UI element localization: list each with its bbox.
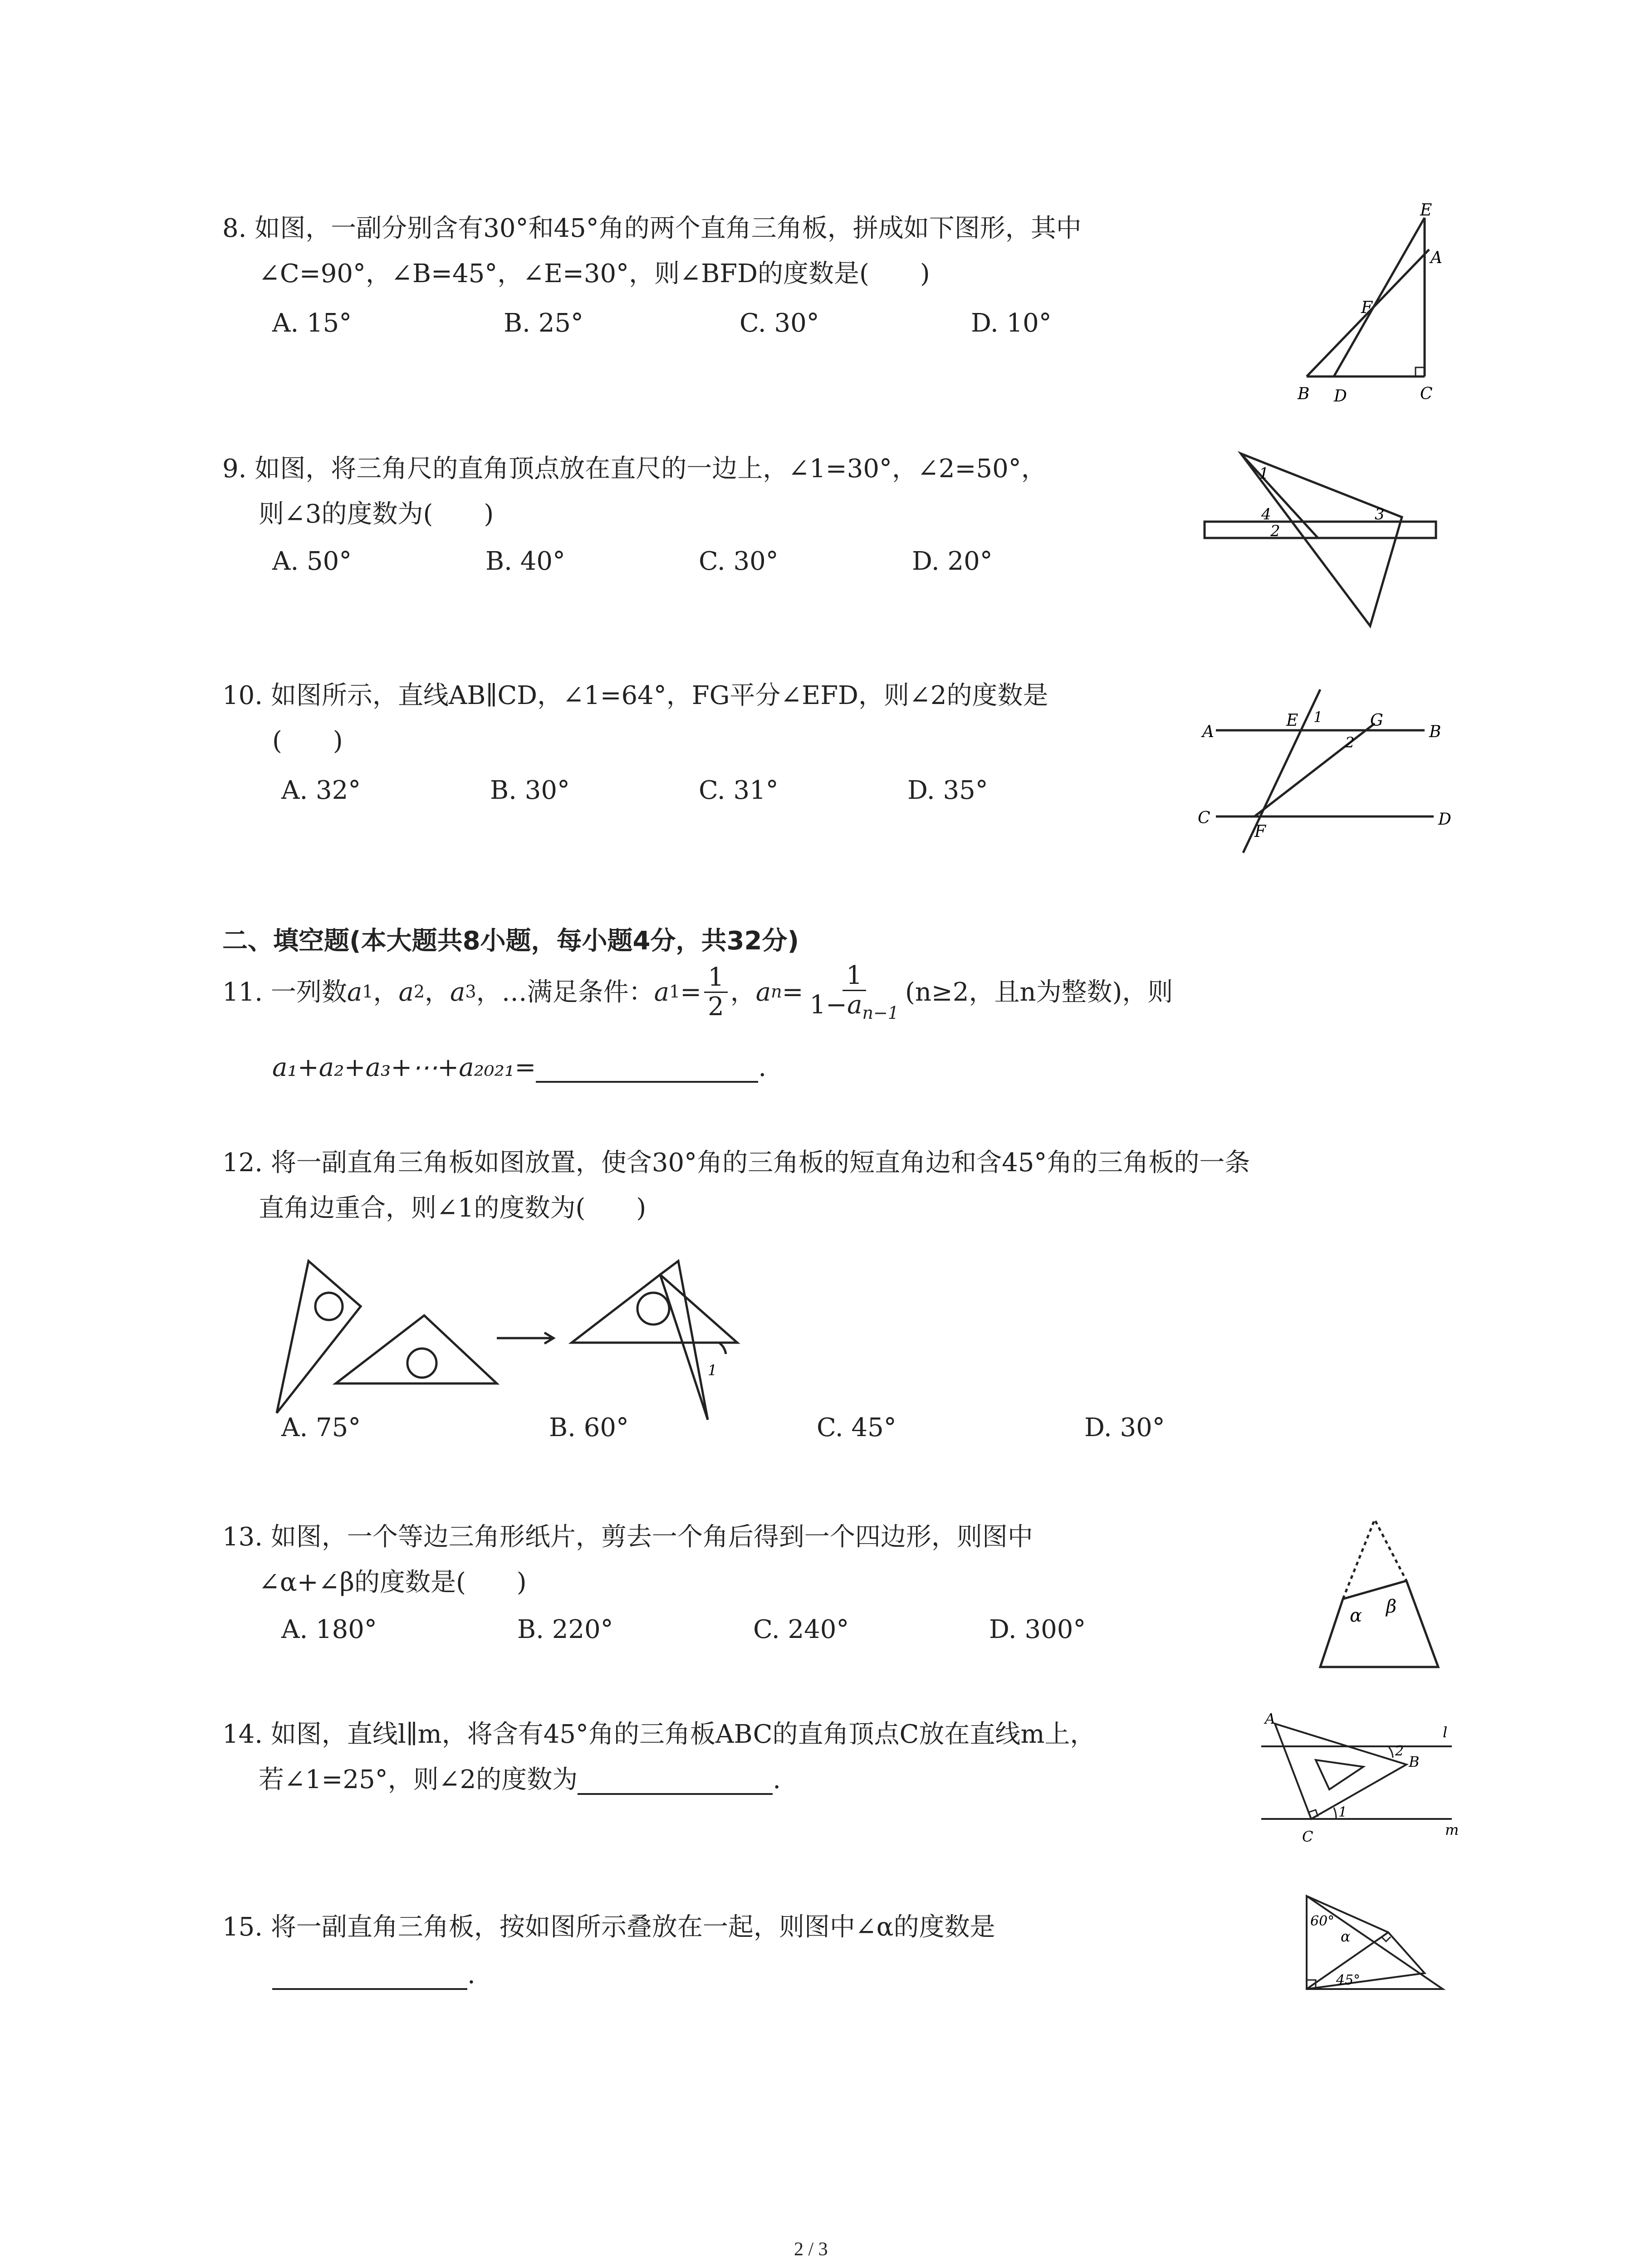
q9-label-1: 1 — [1259, 464, 1269, 483]
q12-option-b: B. 60° — [549, 1413, 629, 1442]
q14-question: 若∠1=25°，则∠2的度数为 — [259, 1765, 578, 1794]
page-number: 2 / 3 — [794, 2239, 828, 2260]
q14-label-2: 2 — [1395, 1743, 1404, 1759]
q10-label-g: G — [1370, 711, 1383, 730]
q11-prefix: 11. 一列数 — [222, 977, 347, 1007]
q11-an: a — [755, 977, 771, 1007]
q15-line1: 15. 将一副直角三角板，按如图所示叠放在一起，则图中∠α的度数是 — [222, 1912, 995, 1942]
q13-option-a: A. 180° — [281, 1615, 377, 1644]
q9-figure — [1198, 440, 1447, 635]
q15-label-45: 45° — [1336, 1972, 1361, 1988]
q9-ruler — [1205, 522, 1436, 538]
q10-label-f: F — [1254, 822, 1266, 841]
q12-triangle-30 — [277, 1261, 361, 1413]
section-title: 二、填空题(本大题共8小题，每小题4分，共32分) — [222, 926, 799, 956]
q11-frac2-den-sub: n−1 — [862, 1002, 899, 1023]
q10-label-e: E — [1286, 711, 1298, 730]
q9-label-2: 2 — [1270, 522, 1280, 540]
q8-label-f: F — [1361, 298, 1372, 317]
q9-line2: 则∠3的度数为( ) — [259, 499, 494, 529]
q8-line1: 8. 如图，一副分别含有30°和45°角的两个直角三角板，拼成如下图形，其中 — [222, 214, 1082, 243]
q11-mid: ，…满足条件： — [476, 977, 654, 1007]
q15-figure — [1298, 1892, 1452, 1996]
q13-option-c: C. 240° — [753, 1615, 849, 1644]
q11-frac1 — [704, 963, 728, 1021]
q15-answer-blank[interactable] — [272, 1962, 467, 1990]
q11-suffix: (n≥2，且n为整数)，则 — [905, 977, 1173, 1007]
q14-end: . — [773, 1765, 781, 1794]
q9-option-b: B. 40° — [485, 547, 566, 576]
q11-eq2: = — [782, 977, 803, 1007]
q11-frac1-den: 2 — [708, 992, 724, 1022]
q8-label-b: B — [1298, 385, 1310, 403]
q12-option-d: D. 30° — [1084, 1413, 1165, 1442]
q11-frac2-den — [806, 991, 902, 1023]
q9-option-a: A. 50° — [272, 547, 352, 576]
q11-a2: a — [398, 977, 414, 1007]
q12-combined-30 — [660, 1261, 708, 1420]
q10-label-c: C — [1198, 809, 1210, 827]
q10-figure — [1198, 680, 1452, 862]
q10-label-2: 2 — [1345, 734, 1355, 751]
q14-figure — [1252, 1710, 1465, 1851]
q12-combined-45 — [572, 1275, 737, 1343]
q11-line1: 11. 一列数 a 1 ， a 2 ， a 3 ，…满足条件： a 1 = $\frac{1}{2}$ ， a n = $\frac{1}{1-a_{n-1}}$ (n≥2，且n为整数)，则 — [222, 961, 1173, 1023]
q14-line2 — [259, 1765, 781, 1795]
q9-option-c: C. 30° — [699, 547, 779, 576]
q15-line2 — [272, 1960, 475, 1990]
q8-label-e: E — [1420, 201, 1432, 220]
q11-an-sub: n — [771, 982, 782, 1002]
q14-answer-blank[interactable] — [578, 1767, 773, 1795]
q11-eq-a1: a — [654, 977, 669, 1007]
q14-label-a: A — [1265, 1710, 1276, 1727]
q8-line2: ∠C=90°，∠B=45°，∠E=30°，则∠BFD的度数是( ) — [259, 259, 930, 288]
q12-angle-arc — [719, 1343, 726, 1354]
q11-a1-sub: 1 — [362, 982, 373, 1002]
q14-label-l: l — [1443, 1724, 1448, 1741]
q13-cut-corner — [1343, 1520, 1406, 1599]
q14-label-1: 1 — [1338, 1804, 1347, 1820]
q11-end: . — [758, 1053, 767, 1082]
q11-a1: a — [347, 977, 362, 1007]
q11-frac2-den-a: a — [847, 990, 862, 1020]
q11-frac2-den-pre: 1− — [809, 990, 847, 1020]
q10-line2: ( ) — [272, 726, 343, 756]
q11-a3-sub: 3 — [465, 982, 476, 1002]
q10-line1: 10. 如图所示，直线AB∥CD，∠1=64°，FG平分∠EFD，则∠2的度数是 — [222, 681, 1048, 710]
q15-label-60: 60° — [1310, 1913, 1335, 1929]
q15-end: . — [467, 1960, 475, 1989]
q11-answer-blank[interactable] — [536, 1055, 758, 1083]
q12-option-c: C. 45° — [817, 1413, 896, 1442]
q8-option-b: B. 25° — [504, 308, 584, 338]
q9-label-4: 4 — [1261, 505, 1271, 523]
q13-line2: ∠α+∠β的度数是( ) — [259, 1568, 527, 1597]
q14-label-c: C — [1302, 1828, 1313, 1845]
q14-line1: 14. 如图，直线l∥m，将含有45°角的三角板ABC的直角顶点C放在直线m上， — [222, 1720, 1096, 1749]
q13-option-d: D. 300° — [989, 1615, 1086, 1644]
q8-option-d: D. 10° — [971, 308, 1052, 338]
q15-triangle-45 — [1307, 1932, 1425, 1989]
q10-option-d: D. 35° — [907, 776, 988, 805]
q10-line-fg — [1254, 723, 1375, 816]
q9-label-3: 3 — [1375, 505, 1385, 523]
q14-label-b: B — [1409, 1753, 1420, 1770]
q8-label-c: C — [1420, 385, 1433, 403]
q13-label-beta: β — [1386, 1596, 1397, 1617]
q12-option-a: A. 75° — [281, 1413, 361, 1442]
q8-option-a: A. 15° — [272, 308, 352, 338]
q11-a3: a — [450, 977, 465, 1007]
q11-eq-a1-sub: 1 — [669, 982, 681, 1002]
q8-figure — [1279, 200, 1470, 408]
q14-label-m: m — [1445, 1821, 1459, 1838]
q12-line2: 直角边重合，则∠1的度数为( ) — [259, 1193, 647, 1223]
q12-hole-1 — [315, 1293, 343, 1320]
q11-frac1-num: 1 — [704, 963, 728, 993]
q12-figure — [272, 1243, 749, 1424]
q11-sum: a₁+a₂+a₃+⋯+a₂₀₂₁= — [272, 1053, 536, 1082]
q8-label-a: A — [1430, 249, 1442, 267]
q9-option-d: D. 20° — [912, 547, 993, 576]
q13-option-b: B. 220° — [517, 1615, 613, 1644]
q14-triangle-hole — [1316, 1760, 1363, 1789]
q13-figure — [1307, 1510, 1452, 1674]
q10-option-b: B. 30° — [490, 776, 570, 805]
q10-label-1: 1 — [1313, 709, 1323, 726]
q10-label-b: B — [1429, 723, 1441, 741]
q10-label-a: A — [1202, 723, 1214, 741]
q12-label-1: 1 — [708, 1362, 717, 1379]
q8-edge-ed — [1334, 218, 1425, 376]
q12-hole-3 — [637, 1293, 669, 1325]
q12-line1: 12. 将一副直角三角板如图放置，使含30°角的三角板的短直角边和含45°角的三角板的一条 — [222, 1148, 1250, 1178]
q10-option-a: A. 32° — [281, 776, 361, 805]
q12-hole-2 — [407, 1349, 436, 1378]
q8-label-d: D — [1334, 387, 1347, 406]
q15-label-alpha: α — [1341, 1928, 1351, 1945]
q8-option-c: C. 30° — [740, 308, 819, 338]
q11-comma: ， — [730, 977, 756, 1007]
q9-line1: 9. 如图，将三角尺的直角顶点放在直尺的一边上，∠1=30°，∠2=50°， — [222, 454, 1047, 484]
q11-frac2-num: 1 — [843, 962, 866, 991]
q13-label-alpha: α — [1350, 1605, 1362, 1626]
q10-label-d: D — [1438, 810, 1451, 829]
q11-a2-sub: 2 — [413, 982, 425, 1002]
q11-frac2 — [806, 962, 902, 1023]
q13-line1: 13. 如图，一个等边三角形纸片，剪去一个角后得到一个四边形，则图中 — [222, 1522, 1033, 1552]
q10-option-c: C. 31° — [699, 776, 779, 805]
q13-quadrilateral — [1320, 1581, 1438, 1667]
q11-line2 — [272, 1052, 766, 1083]
q11-eq1: = — [680, 977, 702, 1007]
